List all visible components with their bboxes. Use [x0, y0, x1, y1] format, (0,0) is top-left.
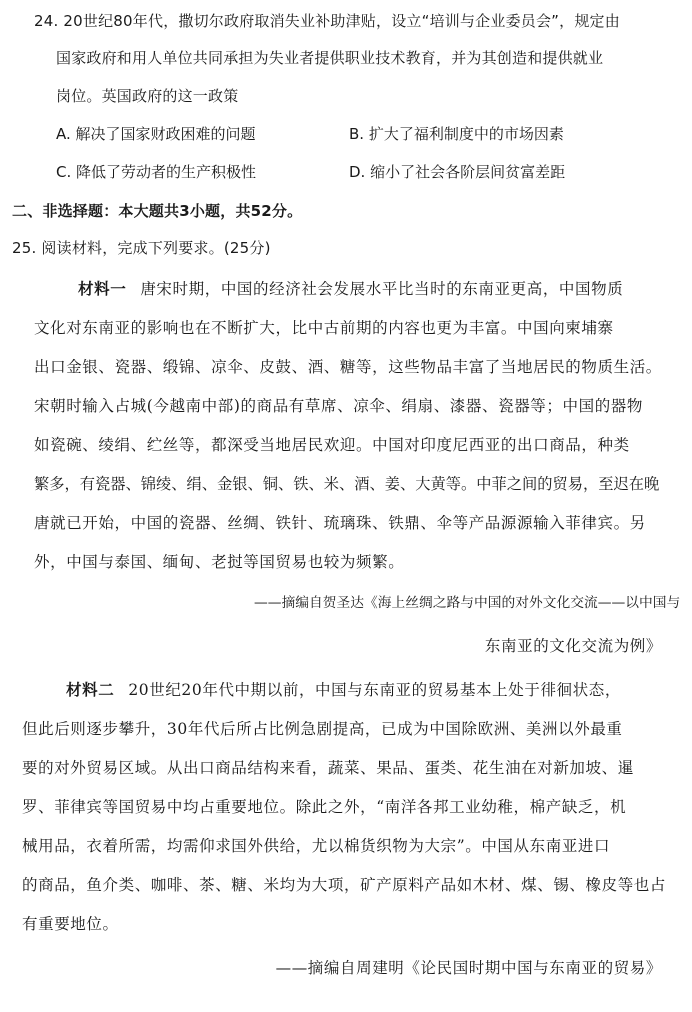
q24-line-1: 24. 20世纪80年代，撒切尔政府取消失业补助津贴，设立“培训与企业委员会”，规定由 — [34, 12, 620, 30]
material1-line-5: 如瓷碗、绫绢、纻丝等，都深受当地居民欢迎。中国对印度尼西亚的出口商品，种类 — [34, 436, 630, 454]
material2-line-5: 械用品，衣着所需，均需仰求国外供给，尤以棉货织物为大宗”。中国从东南亚进口 — [22, 837, 611, 855]
q24-option-c[interactable]: C. 降低了劳动者的生产积极性 — [56, 163, 257, 181]
material1-line-2: 文化对东南亚的影响也在不断扩大，比中古前期的内容也更为丰富。中国向柬埔寨 — [34, 319, 614, 337]
material2-line-2: 但此后则逐步攀升，30年代后所占比例急剧提高，已成为中国除欧洲、美洲以外最重 — [22, 720, 623, 738]
material2-source: ——摘编自周建明《论民国时期中国与东南亚的贸易》 — [275, 959, 662, 977]
q24-line-2: 国家政府和用人单位共同承担为失业者提供职业技术教育，并为其创造和提供就业 — [56, 49, 604, 67]
material1-line-8: 外，中国与泰国、缅甸、老挝等国贸易也较为频繁。 — [34, 553, 405, 571]
q25-title: 25. 阅读材料，完成下列要求。(25分) — [12, 239, 271, 257]
material2-line-6: 的商品，鱼介类、咖啡、茶、糖、米均为大项，矿产原料产品如木材、煤、锡、橡皮等也占 — [22, 876, 667, 894]
material1-line-6: 繁多，有瓷器、锦绫、绢、金银、铜、铁、米、酒、姜、大黄等。中菲之间的贸易，至迟在晚 — [34, 475, 660, 493]
q24-option-d[interactable]: D. 缩小了社会各阶层间贫富差距 — [349, 163, 566, 181]
material2-line-3: 要的对外贸易区域。从出口商品结构来看，蔬菜、果品、蛋类、花生油在对新加坡、暹 — [22, 759, 634, 777]
q24-option-a[interactable]: A. 解决了国家财政困难的问题 — [56, 125, 256, 143]
material1-label: 材料一 — [78, 279, 127, 298]
material2-text-1: 20世纪20年代中期以前，中国与东南亚的贸易基本上处于徘徊状态， — [128, 681, 621, 699]
material1-line-7: 唐就已开始，中国的瓷器、丝绸、铁针、琉璃珠、铁鼎、伞等产品源源输入菲律宾。另 — [34, 514, 646, 532]
material1-line-1 — [78, 279, 623, 299]
material2-line-4: 罗、菲律宾等国贸易中均占重要地位。除此之外，“南洋各邦工业幼稚，棉产缺乏，机 — [22, 798, 627, 816]
q24-option-b[interactable]: B. 扩大了福利制度中的市场因素 — [349, 125, 564, 143]
q24-line-3: 岗位。英国政府的这一政策 — [56, 87, 239, 105]
material2-line-1 — [66, 680, 621, 700]
material2-line-7: 有重要地位。 — [22, 915, 119, 933]
material1-line-4: 宋朝时输入占城(今越南中部)的商品有草席、凉伞、绢扇、漆器、瓷器等；中国的器物 — [34, 397, 643, 415]
material1-line-3: 出口金银、瓷器、缎锦、凉伞、皮鼓、酒、糖等，这些物品丰富了当地居民的物质生活。 — [34, 358, 662, 376]
section-heading: 二、非选择题：本大题共3小题，共52分。 — [12, 202, 303, 220]
material2-label: 材料二 — [66, 680, 115, 699]
material1-source-2: 东南亚的文化交流为例》 — [484, 637, 662, 655]
material1-text-1: 唐宋时期，中国的经济社会发展水平比当时的东南亚更高，中国物质 — [140, 280, 624, 298]
material1-source-1: ——摘编自贺圣达《海上丝绸之路与中国的对外文化交流——以中国与 — [254, 595, 681, 611]
